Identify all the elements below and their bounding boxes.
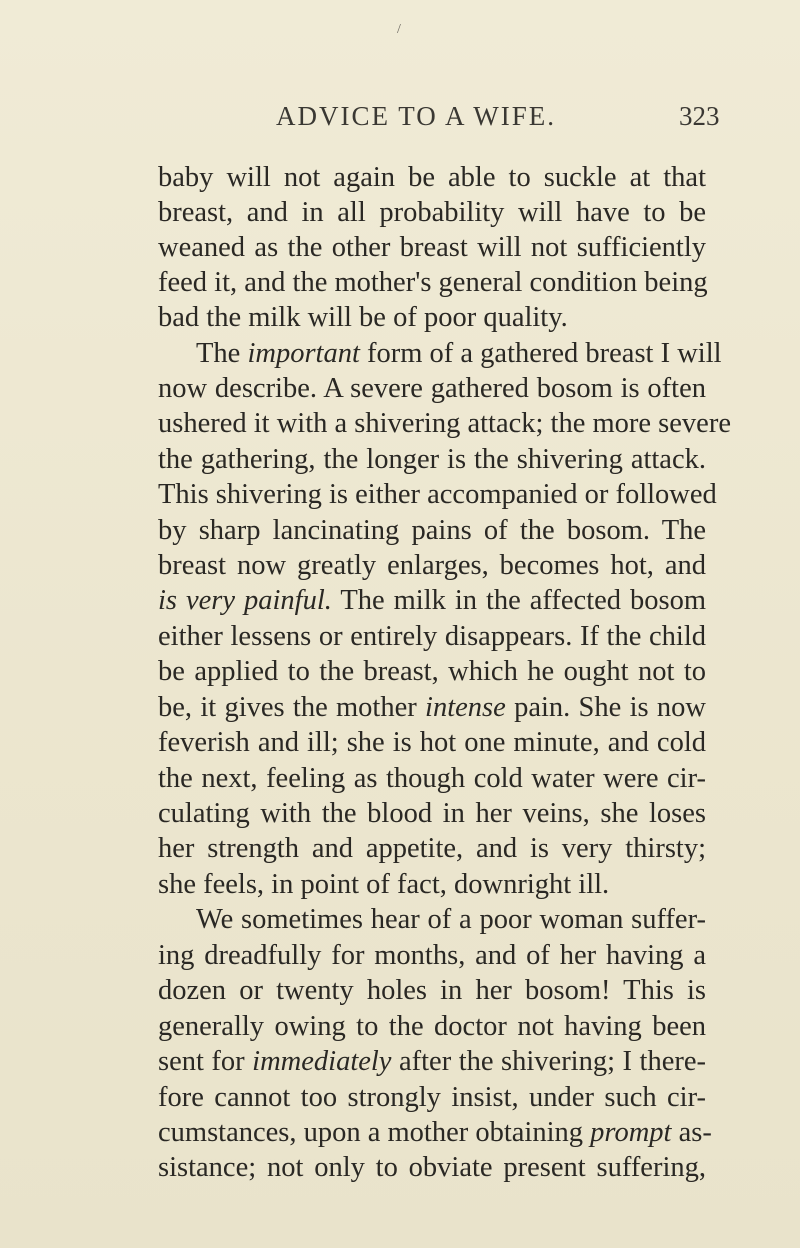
text-line <box>158 1044 706 1080</box>
italic-run: important <box>247 338 360 369</box>
text-run: The <box>196 338 248 369</box>
text-line <box>158 371 706 407</box>
text-line <box>158 265 706 301</box>
text-run: weaned as the other breast will not sufficiently <box>158 232 706 263</box>
text-run: generally owing to the doctor not having been <box>158 1011 706 1042</box>
italic-run: prompt <box>590 1117 672 1148</box>
text-run: breast, and in all probability will have to be <box>158 197 706 228</box>
page-number: 323 <box>679 101 720 131</box>
text-line <box>158 160 706 196</box>
text-line <box>158 1080 706 1116</box>
text-line <box>158 1009 706 1045</box>
running-head: ADVICE TO A WIFE. <box>276 101 557 131</box>
text-run: sistance; not only to obviate present suffering, <box>158 1152 706 1183</box>
text-run: her strength and appetite, and is very thirsty; <box>158 833 706 864</box>
text-run: This shivering is either accompanied or followed <box>158 479 717 510</box>
text-run: the gathering, the longer is the shivering attack. <box>158 444 706 475</box>
text-line <box>158 867 706 903</box>
text-line <box>158 619 706 655</box>
text-line <box>158 1115 712 1151</box>
text-run: the next, feeling as though cold water were cir- <box>158 763 706 794</box>
text-line <box>158 230 706 266</box>
text-line <box>158 938 706 974</box>
text-line <box>158 796 706 832</box>
text-run: culating with the blood in her veins, she loses <box>158 798 706 829</box>
text-line <box>158 442 706 478</box>
italic-run: intense <box>425 692 506 723</box>
italic-run: immediately <box>252 1046 392 1077</box>
text-run: feverish and ill; she is hot one minute, and cold <box>158 727 706 758</box>
text-run: ushered it with a shivering attack; the more severe <box>158 408 731 439</box>
text-line <box>158 548 706 584</box>
text-run: now describe. A severe gathered bosom is often <box>158 373 706 404</box>
text-line <box>196 336 722 372</box>
text-line <box>158 725 706 761</box>
text-run: breast now greatly enlarges, becomes hot, and <box>158 550 706 581</box>
text-line <box>158 1150 706 1186</box>
text-line <box>158 831 706 867</box>
text-run: baby will not again be able to suckle at that <box>158 162 706 193</box>
text-run: bad the milk will be of poor quality. <box>158 302 568 333</box>
text-run: form of a gathered breast I will <box>359 338 722 369</box>
text-run: after the shivering; I there- <box>391 1046 706 1077</box>
text-line <box>158 654 706 690</box>
text-run: pain. She is now <box>505 692 706 723</box>
text-line <box>158 690 706 726</box>
text-run: be, it gives the mother <box>158 692 426 723</box>
text-run: she feels, in point of fact, downright ill. <box>158 869 610 900</box>
text-run: We sometimes hear of a poor woman suffer- <box>196 904 706 935</box>
text-line <box>158 195 706 231</box>
text-run: sent for <box>158 1046 253 1077</box>
text-line <box>158 973 706 1009</box>
text-run: ing dreadfully for months, and of her having a <box>158 940 706 971</box>
text-run: cumstances, upon a mother obtaining <box>158 1117 591 1148</box>
text-run: dozen or twenty holes in her bosom! This is <box>158 975 706 1006</box>
text-line <box>158 300 706 336</box>
italic-run: is very painful. <box>158 585 332 616</box>
text-run: be applied to the breast, which he ought not to <box>158 656 706 687</box>
text-line <box>196 902 706 938</box>
text-line <box>158 477 717 513</box>
text-line <box>158 513 706 549</box>
text-run: as- <box>671 1117 712 1148</box>
stray-mark: / <box>397 22 401 37</box>
text-run: The milk in the affected bosom <box>331 585 706 616</box>
text-line <box>158 406 731 442</box>
text-run: fore cannot too strongly insist, under such cir- <box>158 1082 706 1113</box>
text-run: either lessens or entirely disappears. If the child <box>158 621 706 652</box>
text-line <box>158 761 706 797</box>
text-line <box>158 583 706 619</box>
text-run: feed it, and the mother's general condition being <box>158 267 708 298</box>
text-run: by sharp lancinating pains of the bosom. The <box>158 515 706 546</box>
